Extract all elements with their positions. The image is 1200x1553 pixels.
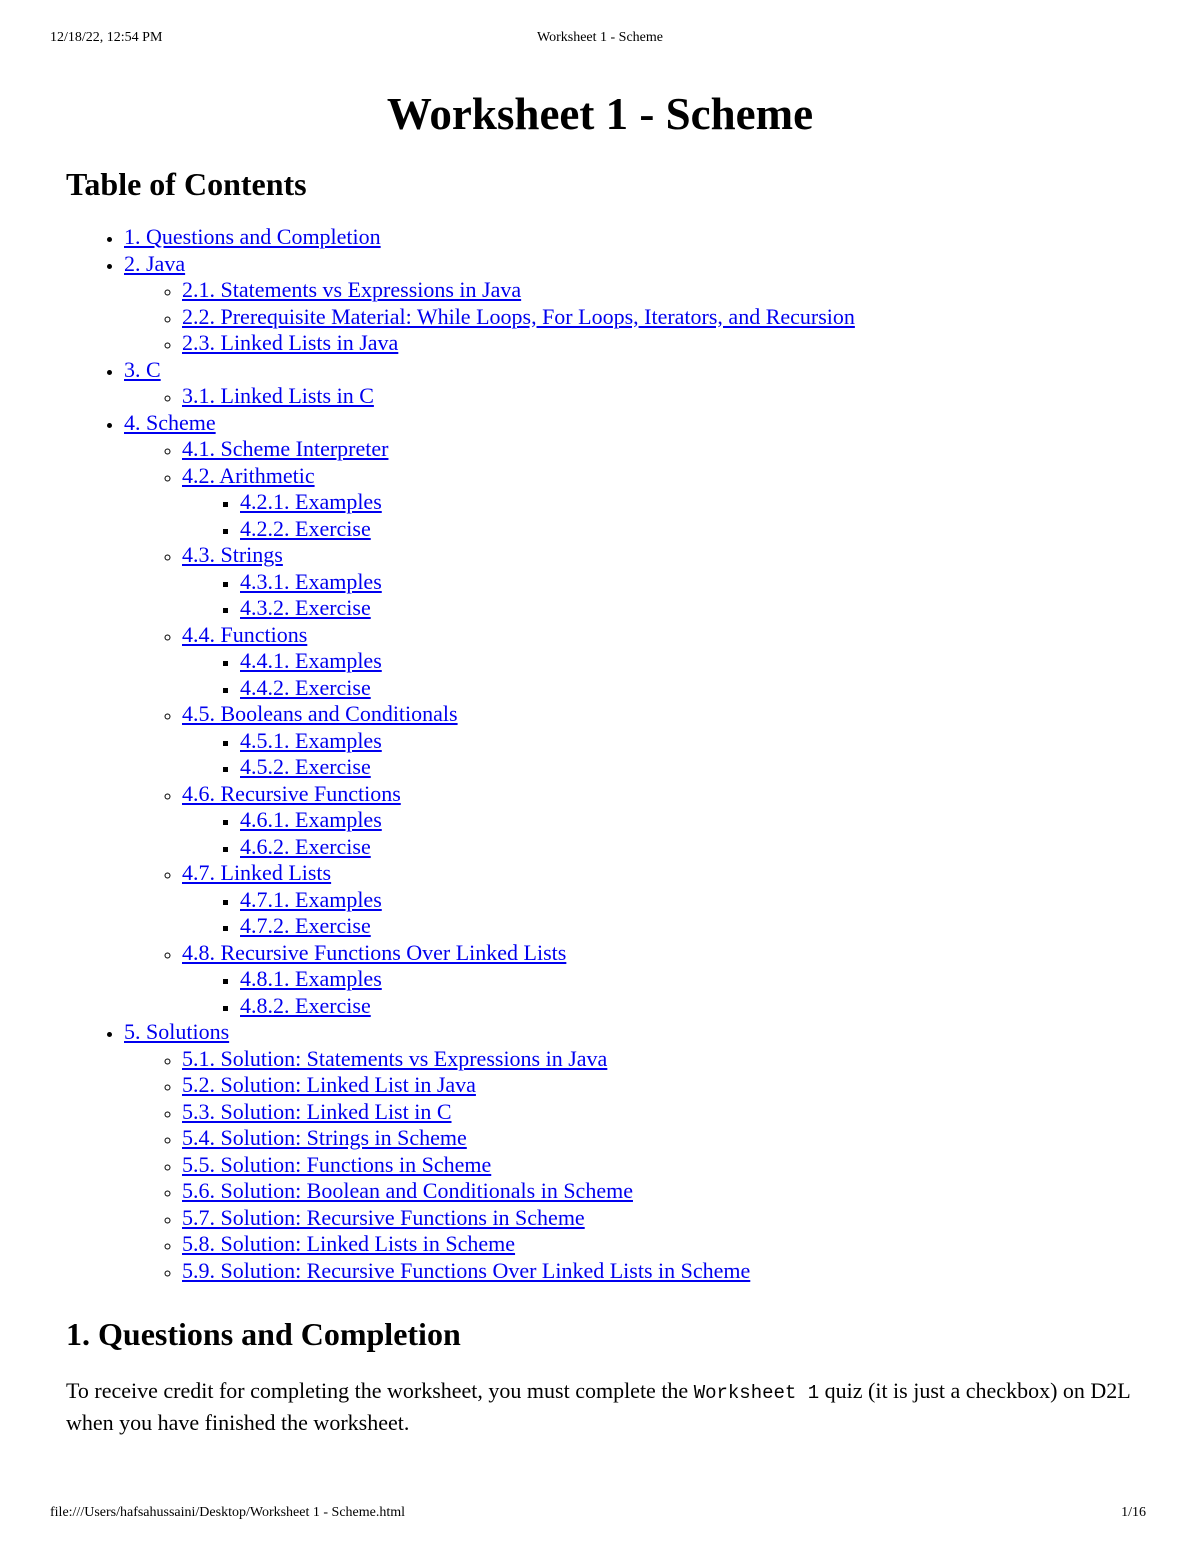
toc-item (182, 1205, 1146, 1232)
toc-item (182, 940, 1146, 1020)
toc-sublist (182, 966, 1146, 1019)
toc-link[interactable]: 4.5.1. Examples (240, 727, 382, 753)
print-page-number: 1/16 (1121, 1505, 1146, 1520)
toc-link[interactable]: 4.7. Linked Lists (182, 860, 332, 885)
toc-item (182, 622, 1146, 702)
toc-item (182, 330, 1146, 357)
toc-sublist (124, 436, 1146, 1019)
toc-item (240, 993, 1146, 1020)
toc-link[interactable]: 5.6. Solution: Boolean and Conditionals in Scheme (182, 1178, 633, 1203)
print-datetime: 12/18/22, 12:54 PM (50, 30, 163, 45)
toc-item (124, 357, 1146, 410)
toc-link[interactable]: 1. Questions and Completion (124, 224, 381, 249)
toc-item (240, 807, 1146, 834)
toc-item (182, 1046, 1146, 1073)
toc-item (182, 1231, 1146, 1258)
toc-link[interactable]: 4.3.2. Exercise (240, 595, 371, 620)
toc-item (240, 966, 1146, 993)
toc-item (182, 1072, 1146, 1099)
print-file-path: file:///Users/hafsahussaini/Desktop/Worksheet 1 - Scheme.html (50, 1505, 406, 1520)
print-footer (50, 1505, 1146, 1525)
toc-link[interactable]: 5.2. Solution: Linked List in Java (182, 1072, 476, 1097)
toc-item (182, 860, 1146, 940)
toc-item (240, 595, 1146, 622)
toc-link[interactable]: 4.5.2. Exercise (240, 754, 371, 779)
toc-item (182, 1152, 1146, 1179)
toc-sublist (124, 277, 1146, 357)
toc-link[interactable]: 3. C (124, 356, 161, 382)
table-of-contents (66, 224, 1146, 1284)
paragraph-text-after: quiz (it is just a checkbox) on D2L when you have finished the worksheet. (66, 1378, 1130, 1435)
print-header (50, 30, 1150, 50)
toc-link[interactable]: 4.5. Booleans and Conditionals (182, 701, 458, 726)
toc-link[interactable]: 4.1. Scheme Interpreter (182, 436, 389, 461)
toc-heading: Table of Contents (66, 166, 307, 202)
toc-link[interactable]: 4.6.2. Exercise (240, 833, 371, 859)
toc-link[interactable]: 4.7.1. Examples (240, 886, 382, 912)
toc-link[interactable]: 5.8. Solution: Linked Lists in Scheme (182, 1231, 516, 1256)
toc-link[interactable]: 4. Scheme (124, 409, 216, 435)
toc-link[interactable]: 5.9. Solution: Recursive Functions Over Linked Lists in Scheme (182, 1257, 751, 1283)
toc-item (240, 728, 1146, 755)
toc-item (240, 754, 1146, 781)
toc-link[interactable]: 5.7. Solution: Recursive Functions in Scheme (182, 1204, 585, 1230)
toc-sublist (182, 569, 1146, 622)
toc-item (182, 1099, 1146, 1126)
toc-item (182, 1178, 1146, 1205)
toc-item (240, 648, 1146, 675)
toc-item (182, 304, 1146, 331)
toc-item (240, 675, 1146, 702)
paragraph-text-before: To receive credit for completing the worksheet, you must complete the (66, 1378, 694, 1403)
toc-link[interactable]: 4.8.2. Exercise (240, 992, 371, 1018)
toc-link[interactable]: 5.4. Solution: Strings in Scheme (182, 1125, 467, 1150)
toc-link[interactable]: 2.2. Prerequisite Material: While Loops, For Loops, Iterators, and Recursion (182, 303, 855, 329)
toc-link[interactable]: 5.5. Solution: Functions in Scheme (182, 1151, 492, 1177)
toc-link[interactable]: 4.4.1. Examples (240, 648, 382, 673)
toc-link[interactable]: 5. Solutions (124, 1019, 230, 1044)
quiz-name-code: Worksheet 1 (693, 1382, 820, 1404)
toc-item (240, 887, 1146, 914)
toc-item (182, 383, 1146, 410)
toc-item (182, 277, 1146, 304)
toc-sublist (124, 1046, 1146, 1285)
section-heading-questions: 1. Questions and Completion (66, 1316, 461, 1352)
toc-item (124, 224, 1146, 251)
toc-item (240, 913, 1146, 940)
print-doc-title: Worksheet 1 - Scheme (537, 30, 663, 45)
toc-item (182, 542, 1146, 622)
toc-sublist (182, 648, 1146, 701)
toc-link[interactable]: 4.8.1. Examples (240, 966, 382, 991)
toc-item (182, 1258, 1146, 1285)
toc-link[interactable]: 4.4.2. Exercise (240, 674, 371, 700)
toc-link[interactable]: 4.7.2. Exercise (240, 913, 371, 938)
toc-sublist (182, 728, 1146, 781)
toc-link[interactable]: 4.2.1. Examples (240, 489, 382, 514)
toc-link[interactable]: 4.2.2. Exercise (240, 515, 371, 541)
toc-link[interactable]: 5.3. Solution: Linked List in C (182, 1098, 452, 1124)
toc-sublist (182, 489, 1146, 542)
toc-item (182, 1125, 1146, 1152)
page-title: Worksheet 1 - Scheme (386, 89, 814, 139)
toc-link[interactable]: 2. Java (124, 250, 186, 276)
toc-sublist (182, 807, 1146, 860)
toc-link[interactable]: 4.8. Recursive Functions Over Linked Lists (182, 939, 567, 965)
toc-link[interactable]: 4.4. Functions (182, 621, 308, 647)
toc-item (124, 251, 1146, 357)
toc-link[interactable]: 4.6.1. Examples (240, 807, 382, 832)
toc-link[interactable]: 2.1. Statements vs Expressions in Java (182, 277, 522, 302)
toc-sublist (182, 887, 1146, 940)
toc-item (240, 516, 1146, 543)
toc-link[interactable]: 4.3.1. Examples (240, 568, 382, 594)
document-body (66, 84, 1146, 1437)
toc-item (240, 569, 1146, 596)
toc-link[interactable]: 5.1. Solution: Statements vs Expressions in Java (182, 1045, 608, 1071)
toc-item (240, 489, 1146, 516)
toc-item (182, 701, 1146, 781)
toc-link[interactable]: 4.2. Arithmetic (182, 462, 315, 488)
toc-item (240, 834, 1146, 861)
toc-item (124, 1019, 1146, 1284)
completion-paragraph (66, 1376, 1136, 1437)
toc-link[interactable]: 3.1. Linked Lists in C (182, 383, 374, 408)
toc-item (124, 410, 1146, 1020)
toc-link[interactable]: 2.3. Linked Lists in Java (182, 330, 399, 355)
toc-item (182, 463, 1146, 543)
toc-sublist (124, 383, 1146, 410)
toc-link[interactable]: 4.3. Strings (182, 542, 283, 567)
toc-link[interactable]: 4.6. Recursive Functions (182, 780, 401, 806)
toc-item (182, 781, 1146, 861)
toc-item (182, 436, 1146, 463)
